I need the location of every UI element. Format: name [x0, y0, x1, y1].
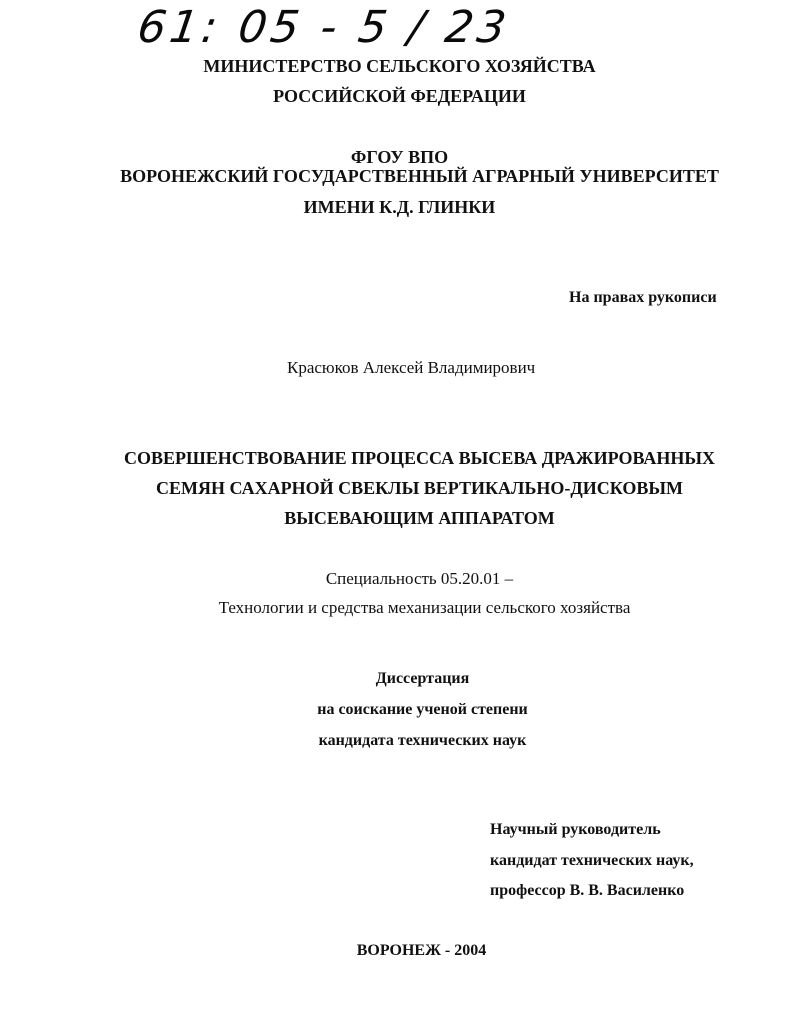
specialty-name: Технологии и средства механизации сельского хозяйства — [218, 598, 631, 617]
ministry-line-1: МИНИСТЕРСТВО СЕЛЬСКОГО ХОЗЯЙСТВА — [203, 56, 596, 76]
specialty-code: Специальность 05.20.01 – — [325, 569, 514, 588]
dissertation-title-line-3: ВЫСЕВАЮЩИМ АППАРАТОМ — [284, 508, 555, 528]
degree-line-1: на соискание ученой степени — [317, 701, 528, 718]
ministry-line-2: РОССИЙСКОЙ ФЕДЕРАЦИИ — [273, 86, 526, 106]
university-line-1: ВОРОНЕЖСКИЙ ГОСУДАРСТВЕННЫЙ АГРАРНЫЙ УНИВЕРСИТЕТ — [120, 166, 719, 186]
supervisor-label: Научный руководитель — [490, 821, 661, 838]
supervisor-degree: кандидат технических наук, — [490, 852, 694, 869]
university-line-2: ИМЕНИ К.Д. ГЛИНКИ — [303, 197, 496, 217]
manuscript-note: На правах рукописи — [569, 289, 717, 306]
author-name: Красюков Алексей Владимирович — [287, 358, 536, 377]
degree-line-2: кандидата технических наук — [318, 732, 527, 749]
dissertation-title-line-2: СЕМЯН САХАРНОЙ СВЕКЛЫ ВЕРТИКАЛЬНО-ДИСКОВЫМ — [156, 478, 683, 498]
institution-type: ФГОУ ВПО — [350, 147, 449, 167]
city-year: ВОРОНЕЖ - 2004 — [356, 942, 487, 959]
dissertation-title-line-1: СОВЕРШЕНСТВОВАНИЕ ПРОЦЕССА ВЫСЕВА ДРАЖИРОВАННЫХ — [123, 448, 716, 468]
handwritten-archive-code: 61: 05 - 5 / 23 — [134, 2, 514, 53]
supervisor-name: профессор В. В. Василенко — [490, 882, 685, 899]
dissertation-label: Диссертация — [375, 670, 470, 687]
